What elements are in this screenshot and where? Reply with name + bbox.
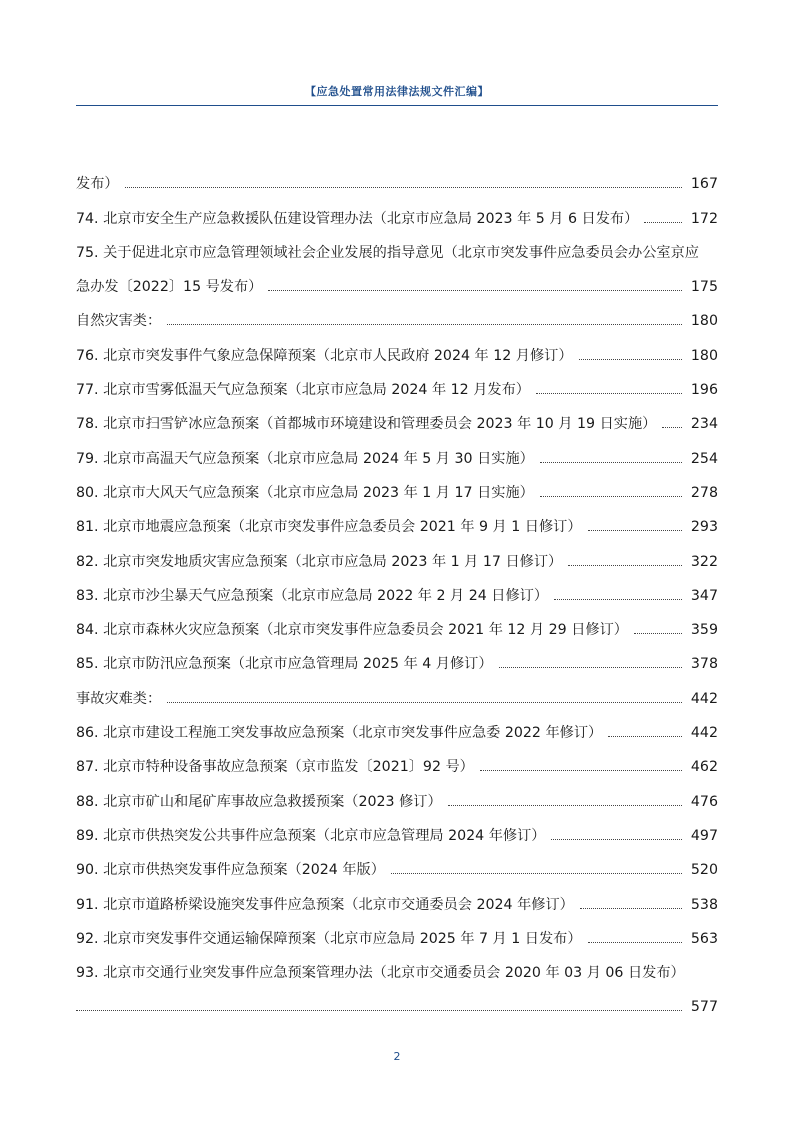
leader-dots xyxy=(499,666,682,668)
document-header-title: 【应急处置常用法律法规文件汇编】 xyxy=(305,85,489,98)
toc-page-number: 196 xyxy=(690,382,718,399)
toc-entry-85[interactable] xyxy=(76,640,718,674)
toc-page-number: 175 xyxy=(690,279,718,296)
toc-entry-label: 88. 北京市矿山和尾矿库事故应急救援预案（2023 修订） xyxy=(76,793,442,810)
toc-entry-87[interactable] xyxy=(76,743,718,777)
leader-dots xyxy=(588,941,682,943)
toc-entry-label: 80. 北京市大风天气应急预案（北京市应急局 2023 年 1 月 17 日实施） xyxy=(76,484,534,501)
toc-entry-93-line2[interactable] xyxy=(76,983,718,1017)
toc-entry-80[interactable] xyxy=(76,469,718,503)
toc-entry-label: 75. 关于促进北京市应急管理领域社会企业发展的指导意见（北京市突发事件应急委员会办公室京应 xyxy=(76,244,699,261)
toc-entry-75-line2[interactable] xyxy=(76,263,718,297)
toc-section-accidents[interactable] xyxy=(76,674,718,708)
toc-entry-label: 78. 北京市扫雪铲冰应急预案（首都城市环境建设和管理委员会 2023 年 10 月 19 日实施） xyxy=(76,416,657,433)
toc-entry-label: 急办发〔2022〕15 号发布） xyxy=(76,279,263,296)
toc-entry-84[interactable] xyxy=(76,606,718,640)
toc-entry-label: 发布） xyxy=(76,176,119,193)
leader-dots xyxy=(588,529,682,531)
toc-entry-89[interactable] xyxy=(76,812,718,846)
toc-entry-label: 74. 北京市安全生产应急救援队伍建设管理办法（北京市应急局 2023 年 5 月 6 日发布） xyxy=(76,210,639,227)
toc-entry-label: 89. 北京市供热突发公共事件应急预案（北京市应急管理局 2024 年修订） xyxy=(76,827,546,844)
toc-page-number: 254 xyxy=(690,450,718,467)
leader-dots xyxy=(634,632,682,634)
toc-page-number: 442 xyxy=(690,725,718,742)
toc-page-number: 476 xyxy=(690,793,718,810)
toc-entry-label: 76. 北京市突发事件气象应急保障预案（北京市人民政府 2024 年 12 月修订） xyxy=(76,347,573,364)
toc-entry-82[interactable] xyxy=(76,537,718,571)
toc-page-number: 293 xyxy=(690,519,718,536)
toc-entry-77[interactable] xyxy=(76,366,718,400)
toc-entry-90[interactable] xyxy=(76,846,718,880)
toc-entry-83[interactable] xyxy=(76,572,718,606)
toc-page-number: 577 xyxy=(690,999,718,1016)
toc-page-number: 359 xyxy=(690,622,718,639)
toc-page-number: 180 xyxy=(690,313,718,330)
toc-page-number: 167 xyxy=(690,176,718,193)
leader-dots xyxy=(167,323,682,325)
toc-entry-label: 82. 北京市突发地质灾害应急预案（北京市应急局 2023 年 1 月 17 日修订） xyxy=(76,553,563,570)
toc-entry-label: 90. 北京市供热突发事件应急预案（2024 年版） xyxy=(76,862,385,879)
toc-entry-74[interactable] xyxy=(76,194,718,228)
toc-entry-76[interactable] xyxy=(76,331,718,365)
toc-entry-label: 83. 北京市沙尘暴天气应急预案（北京市应急局 2022 年 2 月 24 日修订） xyxy=(76,587,549,604)
leader-dots xyxy=(551,838,682,840)
leader-dots xyxy=(568,564,682,566)
toc-page-number: 462 xyxy=(690,759,718,776)
toc-page-number: 497 xyxy=(690,827,718,844)
toc-page-number: 520 xyxy=(690,862,718,879)
toc-entry-label: 86. 北京市建设工程施工突发事故应急预案（北京市突发事件应急委 2022 年修订） xyxy=(76,725,603,742)
toc-entry-88[interactable] xyxy=(76,777,718,811)
toc-page-number: 180 xyxy=(690,347,718,364)
leader-dots xyxy=(540,461,682,463)
leader-dots xyxy=(125,186,682,188)
toc-entry-label: 87. 北京市特种设备事故应急预案（京市监发〔2021〕92 号） xyxy=(76,759,474,776)
leader-dots xyxy=(554,598,682,600)
toc-entry-79[interactable] xyxy=(76,434,718,468)
toc-entry-label: 93. 北京市交通行业突发事件应急预案管理办法（北京市交通委员会 2020 年 03 月 06 日发布） xyxy=(76,965,685,982)
toc-page-number: 378 xyxy=(690,656,718,673)
toc-entry-86[interactable] xyxy=(76,709,718,743)
toc-entry-label: 81. 北京市地震应急预案（北京市突发事件应急委员会 2021 年 9 月 1 日修订） xyxy=(76,519,582,536)
toc-entry-label: 85. 北京市防汛应急预案（北京市应急管理局 2025 年 4 月修订） xyxy=(76,656,493,673)
leader-dots xyxy=(268,289,682,291)
toc-entry-167[interactable] xyxy=(76,160,718,194)
toc-page-number: 563 xyxy=(690,930,718,947)
toc-section-label: 自然灾害类： xyxy=(76,313,162,330)
toc-entry-label: 92. 北京市突发事件交通运输保障预案（北京市应急局 2025 年 7 月 1 日发布） xyxy=(76,930,582,947)
toc-page-number: 347 xyxy=(690,587,718,604)
leader-dots xyxy=(608,735,682,737)
leader-dots xyxy=(76,1009,682,1011)
toc-entry-75-line1[interactable] xyxy=(76,229,718,263)
toc-section-label: 事故灾难类： xyxy=(76,690,162,707)
toc-entry-78[interactable] xyxy=(76,400,718,434)
toc-page-number: 538 xyxy=(690,896,718,913)
header-divider xyxy=(76,105,718,106)
leader-dots xyxy=(391,872,682,874)
table-of-contents xyxy=(76,160,718,1017)
leader-dots xyxy=(579,358,682,360)
toc-entry-93-line1[interactable] xyxy=(76,949,718,983)
toc-page-number: 322 xyxy=(690,553,718,570)
toc-page-number: 234 xyxy=(690,416,718,433)
page-number: 2 xyxy=(393,1050,401,1063)
toc-section-natural-disasters[interactable] xyxy=(76,297,718,331)
toc-page-number: 442 xyxy=(690,690,718,707)
toc-entry-92[interactable] xyxy=(76,915,718,949)
toc-entry-label: 79. 北京市高温天气应急预案（北京市应急局 2024 年 5 月 30 日实施） xyxy=(76,450,534,467)
leader-dots xyxy=(580,907,682,909)
leader-dots xyxy=(448,804,682,806)
leader-dots xyxy=(167,701,682,703)
leader-dots xyxy=(540,495,682,497)
leader-dots xyxy=(662,426,682,428)
toc-page-number: 278 xyxy=(690,484,718,501)
leader-dots xyxy=(644,221,682,223)
toc-entry-label: 77. 北京市雪雾低温天气应急预案（北京市应急局 2024 年 12 月发布） xyxy=(76,382,530,399)
toc-page-number: 172 xyxy=(690,210,718,227)
toc-entry-label: 84. 北京市森林火灾应急预案（北京市突发事件应急委员会 2021 年 12 月 29 日修订） xyxy=(76,622,628,639)
leader-dots xyxy=(536,392,682,394)
toc-entry-81[interactable] xyxy=(76,503,718,537)
toc-entry-91[interactable] xyxy=(76,880,718,914)
toc-entry-label: 91. 北京市道路桥梁设施突发事件应急预案（北京市交通委员会 2024 年修订） xyxy=(76,896,574,913)
leader-dots xyxy=(480,769,682,771)
